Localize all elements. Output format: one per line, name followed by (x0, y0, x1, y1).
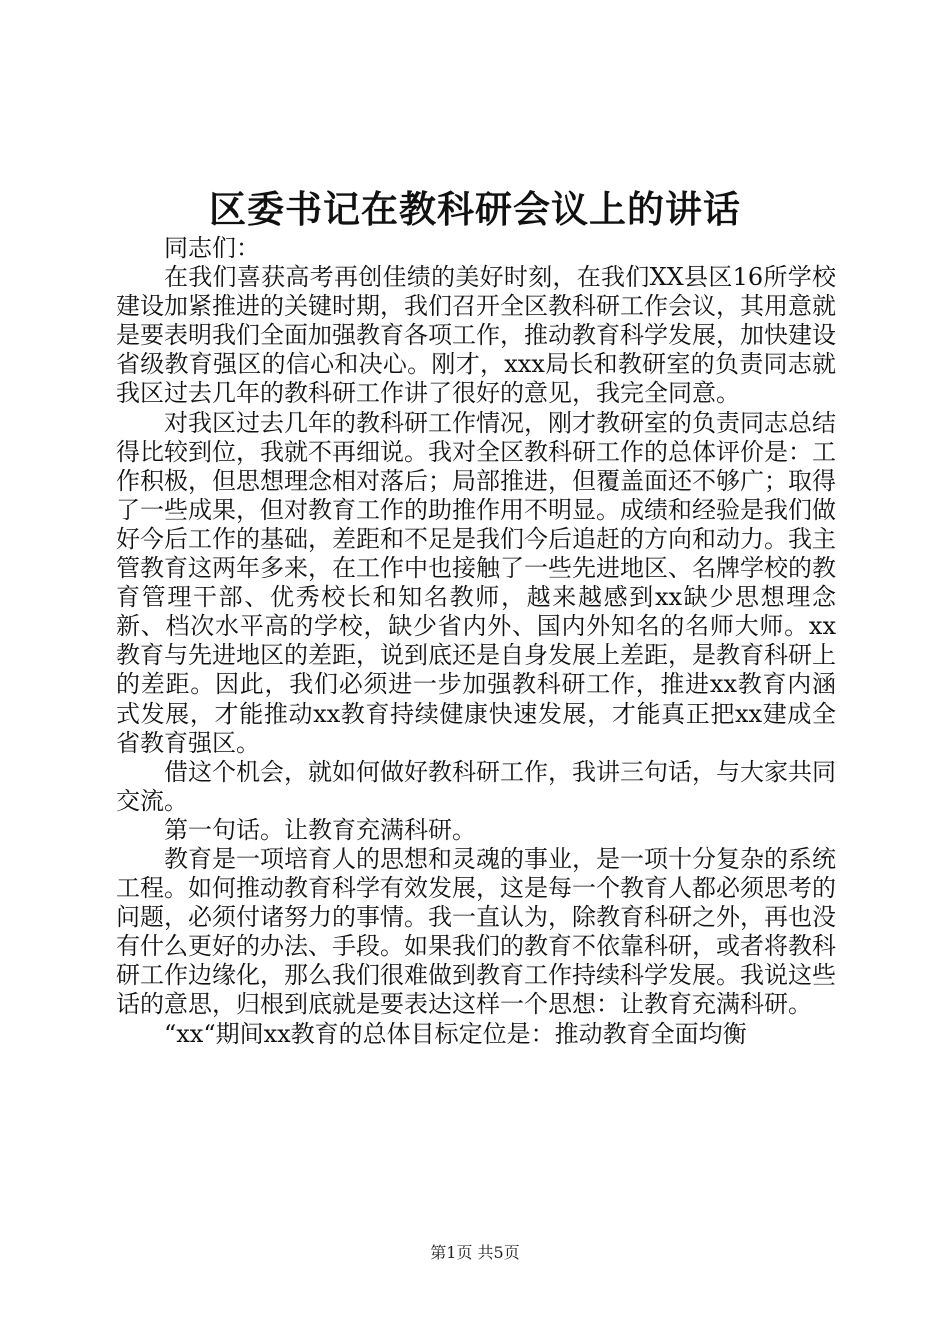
paragraph-3: 借这个机会，就如何做好教科研工作，我讲三句话，与大家共同交流。 (116, 757, 836, 815)
section-heading-1: 第一句话。让教育充满科研。 (164, 815, 476, 844)
salutation: 同志们： (164, 234, 260, 262)
paragraph-1: 在我们喜获高考再创佳绩的美好时刻，在我们XX县区16所学校建设加紧推进的关键时期，我们召开全区教科研工作会议，其用意就是要表明我们全面加强教育各项工作，推动教育科学发展，加快建设省级教育强区的信心和决心。刚才，xxx局长和教研室的负责同志就我区过去几年的教科研工作讲了很好的意见，我完全同意。 (116, 263, 836, 408)
paragraph-2: 对我区过去几年的教科研工作情况，刚才教研室的负责同志总结得比较到位，我就不再细说。我对全区教科研工作的总体评价是：工作积极，但思想理念相对落后；局部推进，但覆盖面还不够广；取得了一些成果，但对教育工作的助推作用不明显。成绩和经验是我们做好今后工作的基础，差距和不足是我们今后追赶的方向和动力。我主管教育这两年多来，在工作中也接触了一些先进地区、名牌学校的教育管理干部、优秀校长和知名教师，越来越感到xx缺少思想理念新、档次水平高的学校，缺少省内外、国内外知名的名师大师。xx教育与先进地区的差距，说到底还是自身发展上差距，是教育科研上的差距。因此，我们必须进一步加强教科研工作，推进xx教育内涵式发展，才能推动xx教育持续健康快速发展，才能真正把xx建成全省教育强区。 (116, 408, 836, 757)
paragraph-5: “xx“期间xx教育的总体目标定位是：推动教育全面均衡 (164, 1019, 747, 1048)
document-title: 区委书记在教科研会议上的讲话 (209, 187, 741, 231)
document-body (116, 234, 836, 1049)
paragraph-4: 教育是一项培育人的思想和灵魂的事业，是一项十分复杂的系统工程。如何推动教育科学有效发展，这是每一个教育人都必须思考的问题，必须付诸努力的事情。我一直认为，除教育科研之外，再也没有什么更好的办法、手段。如果我们的教育不依靠科研，或者将教科研工作边缘化，那么我们很难做到教育工作持续科学发展。我说这些话的意思，归根到底就是要表达这样一个思想：让教育充满科研。 (116, 844, 836, 1019)
page-number-footer: 第1页 共5页 (430, 1243, 520, 1262)
